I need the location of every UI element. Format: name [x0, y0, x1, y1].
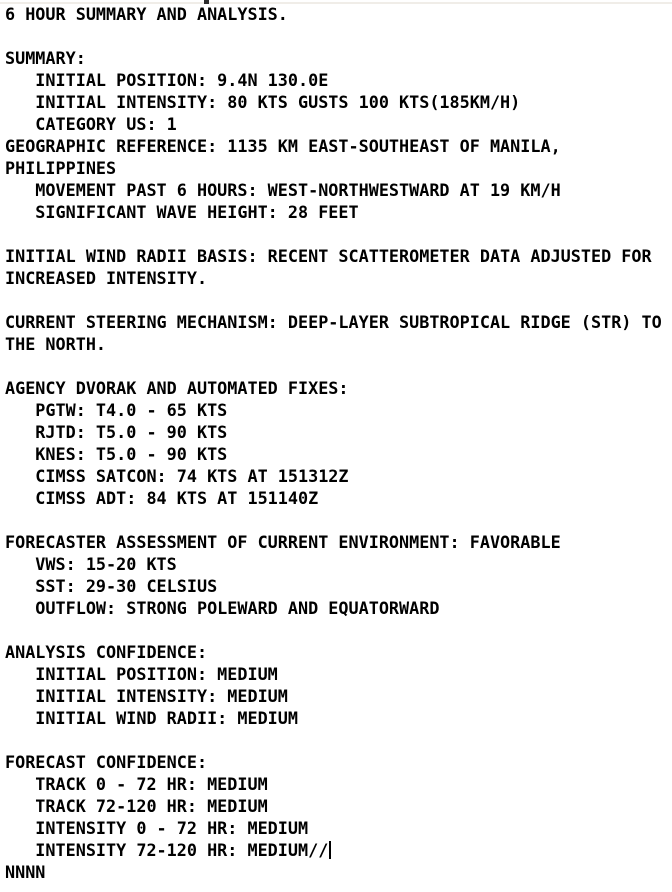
text-line-content: SUMMARY:	[5, 48, 86, 68]
text-line-content: PGTW: T4.0 - 65 KTS	[5, 400, 228, 420]
text-line-content: KNES: T5.0 - 90 KTS	[5, 444, 228, 464]
text-line-content: RJTD: T5.0 - 90 KTS	[5, 422, 228, 442]
text-line	[5, 509, 672, 531]
text-line-content: INITIAL INTENSITY: MEDIUM	[5, 686, 288, 706]
text-line-content: INITIAL POSITION: 9.4N 130.0E	[5, 70, 329, 90]
text-line	[5, 861, 672, 883]
text-line	[5, 245, 672, 267]
text-line	[5, 729, 672, 751]
text-line	[5, 333, 672, 355]
text-line	[5, 839, 672, 861]
text-line	[5, 575, 672, 597]
text-line	[5, 553, 672, 575]
text-line-content: VWS: 15-20 KTS	[5, 554, 177, 574]
text-line	[5, 663, 672, 685]
text-line	[5, 179, 672, 201]
text-line	[5, 25, 672, 47]
text-line	[5, 817, 672, 839]
text-line	[5, 707, 672, 729]
text-line	[5, 795, 672, 817]
text-line-content: THE NORTH.	[5, 334, 107, 354]
text-line	[5, 267, 672, 289]
text-line	[5, 355, 672, 377]
text-line-content: FORECAST CONFIDENCE:	[5, 752, 208, 772]
text-line-content: NNNN	[5, 862, 46, 882]
text-line	[5, 487, 672, 509]
text-line-content: OUTFLOW: STRONG POLEWARD AND EQUATORWARD	[5, 598, 440, 618]
text-line	[5, 69, 672, 91]
text-line-content: 6 HOUR SUMMARY AND ANALYSIS.	[5, 4, 288, 24]
text-line-content: TRACK 72-120 HR: MEDIUM	[5, 796, 268, 816]
text-line-content: INTENSITY 0 - 72 HR: MEDIUM	[5, 818, 309, 838]
text-line	[5, 619, 672, 641]
text-line	[5, 751, 672, 773]
text-line	[5, 113, 672, 135]
text-line-content: SST: 29-30 CELSIUS	[5, 576, 218, 596]
text-line	[5, 223, 672, 245]
text-line-content: INITIAL WIND RADII BASIS: RECENT SCATTEROMETER DATA ADJUSTED FOR	[5, 246, 652, 266]
text-line	[5, 773, 672, 795]
text-line-content: AGENCY DVORAK AND AUTOMATED FIXES:	[5, 378, 349, 398]
text-line	[5, 157, 672, 179]
text-line	[5, 685, 672, 707]
text-line	[5, 91, 672, 113]
text-line-content: MOVEMENT PAST 6 HOURS: WEST-NORTHWESTWARD AT 19 KM/H	[5, 180, 561, 200]
text-line-content: INITIAL POSITION: MEDIUM	[5, 664, 278, 684]
text-line	[5, 311, 672, 333]
text-line	[5, 399, 672, 421]
text-line-content: INCREASED INTENSITY.	[5, 268, 208, 288]
text-line-content: PHILIPPINES	[5, 158, 117, 178]
text-line-content: CIMSS ADT: 84 KTS AT 151140Z	[5, 488, 319, 508]
text-line-content: CIMSS SATCON: 74 KTS AT 151312Z	[5, 466, 349, 486]
text-line	[5, 3, 672, 25]
text-line	[5, 465, 672, 487]
text-line	[5, 443, 672, 465]
text-line-content: ANALYSIS CONFIDENCE:	[5, 642, 208, 662]
text-cursor	[329, 841, 331, 859]
text-line-content: CURRENT STEERING MECHANISM: DEEP-LAYER SUBTROPICAL RIDGE (STR) TO	[5, 312, 662, 332]
text-line-content: TRACK 0 - 72 HR: MEDIUM	[5, 774, 268, 794]
text-line	[5, 597, 672, 619]
text-line-content: CATEGORY US: 1	[5, 114, 177, 134]
text-line-content: INITIAL INTENSITY: 80 KTS GUSTS 100 KTS(185KM/H)	[5, 92, 521, 112]
text-line	[5, 377, 672, 399]
text-line-content: INTENSITY 72-120 HR: MEDIUM//	[5, 840, 329, 860]
text-line	[5, 201, 672, 223]
document-text-area[interactable]	[5, 3, 672, 883]
text-line	[5, 47, 672, 69]
text-line	[5, 641, 672, 663]
text-line-content: INITIAL WIND RADII: MEDIUM	[5, 708, 298, 728]
text-line	[5, 289, 672, 311]
text-line-content: GEOGRAPHIC REFERENCE: 1135 KM EAST-SOUTHEAST OF MANILA,	[5, 136, 561, 156]
text-line-content: FORECASTER ASSESSMENT OF CURRENT ENVIRONMENT: FAVORABLE	[5, 532, 561, 552]
text-line	[5, 421, 672, 443]
text-line	[5, 531, 672, 553]
text-line-content: SIGNIFICANT WAVE HEIGHT: 28 FEET	[5, 202, 359, 222]
text-line	[5, 135, 672, 157]
